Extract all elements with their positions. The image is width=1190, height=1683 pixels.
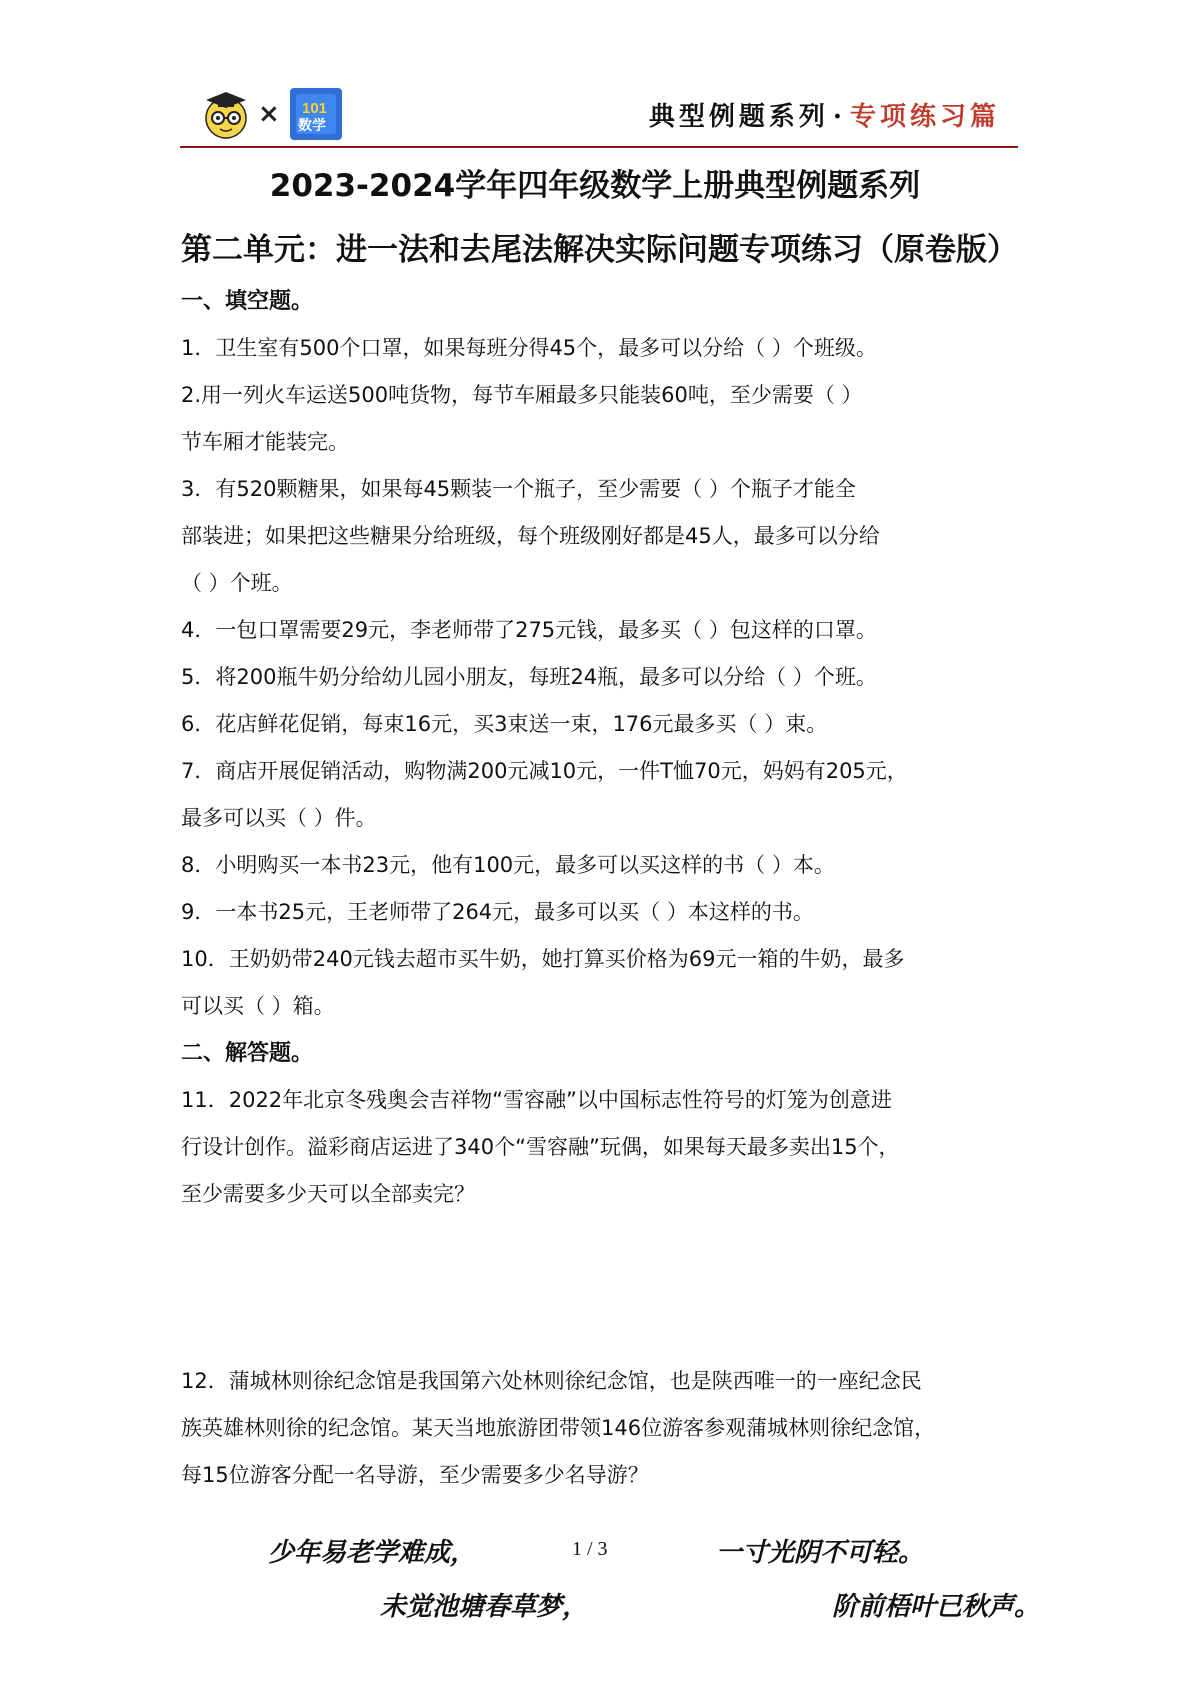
- question-3-line-1: 3．有520颗糖果，如果每45颗装一个瓶子，至少需要（ ）个瓶子才能全: [181, 477, 856, 501]
- question-12-line-3: 每15位游客分配一名导游，至少需要多少名导游？: [181, 1463, 649, 1487]
- question-11-line-3: 至少需要多少天可以全部卖完？: [181, 1182, 475, 1206]
- unit-title: 第二单元：进一法和去尾法解决实际问题专项练习（原卷版）: [181, 232, 1018, 268]
- series-subtitle: 专项练习篇: [849, 102, 1000, 132]
- page-footer: [0, 1520, 1190, 1640]
- question-10-line-1: 10．王奶奶带240元钱去超市买牛奶，她打算买价格为69元一箱的牛奶，最多: [181, 947, 905, 971]
- question-8: 8．小明购买一本书23元，他有100元，最多可以买这样的书（ ）本。: [181, 853, 835, 877]
- question-1: 1．卫生室有500个口罩，如果每班分得45个，最多可以分给（ ）个班级。: [181, 336, 877, 360]
- logo-cross: ×: [258, 99, 280, 129]
- question-5: 5．将200瓶牛奶分给幼儿园小朋友，每班24瓶，最多可以分给（ ）个班。: [181, 665, 877, 689]
- svg-text:101: 101: [301, 100, 327, 117]
- question-2-line-1: 2.用一列火车运送500吨货物，每节车厢最多只能装60吨，至少需要（ ）: [181, 383, 863, 407]
- question-7-line-2: 最多可以买（ ）件。: [181, 806, 377, 830]
- question-12-line-2: 族英雄林则徐的纪念馆。某天当地旅游团带领146位游客参观蒲城林则徐纪念馆，: [181, 1416, 936, 1440]
- answer-space: [181, 1218, 1021, 1358]
- header-divider: [180, 146, 1018, 148]
- series-dot: ·: [832, 102, 846, 132]
- document-title: 2023-2024学年四年级数学上册典型例题系列: [269, 168, 921, 204]
- worksheet-body: [181, 278, 1021, 1499]
- page-number: 1 / 3: [572, 1538, 608, 1560]
- question-9: 9．一本书25元，王老师带了264元，最多可以买（ ）本这样的书。: [181, 900, 814, 924]
- poem-line-1-right: 一寸光阴不可轻。: [716, 1538, 925, 1568]
- question-12-line-1: 12．蒲城林则徐纪念馆是我国第六处林则徐纪念馆，也是陕西唯一的一座纪念民: [181, 1369, 922, 1393]
- mascot-logo-icon: [200, 88, 252, 140]
- section-fill-blank-heading: 一、填空题。: [181, 289, 314, 314]
- page-header: [180, 80, 1018, 148]
- poem-line-1-left: 少年易老学难成，: [268, 1538, 477, 1568]
- svg-text:数学: 数学: [297, 118, 326, 134]
- poem-line-2-left: 未觉池塘春草梦，: [380, 1592, 589, 1622]
- question-3-line-3: （ ）个班。: [181, 571, 293, 595]
- question-7-line-1: 7．商店开展促销活动，购物满200元减10元，一件T恤70元，妈妈有205元，: [181, 759, 908, 783]
- series-label: [649, 96, 1000, 133]
- section-answer-heading: 二、解答题。: [181, 1041, 314, 1066]
- series-title: 典型例题系列: [648, 102, 829, 132]
- header-logos: [200, 86, 344, 142]
- question-3-line-2: 部装进；如果把这些糖果分给班级，每个班级刚好都是45人，最多可以分给: [181, 524, 880, 548]
- question-10-line-2: 可以买（ ）箱。: [181, 994, 335, 1018]
- question-2-line-2: 节车厢才能装完。: [181, 430, 349, 454]
- math101-logo-icon: [288, 86, 344, 142]
- poem-line-2-right: 阶前梧叶已秋声。: [832, 1592, 1041, 1622]
- question-6: 6．花店鲜花促销，每束16元，买3束送一束，176元最多买（ ）束。: [181, 712, 828, 736]
- question-11-line-1: 11．2022年北京冬残奥会吉祥物“雪容融”以中国标志性符号的灯笼为创意进: [181, 1088, 892, 1112]
- question-11-line-2: 行设计创作。溢彩商店运进了340个“雪容融”玩偶，如果每天最多卖出15个，: [181, 1135, 900, 1159]
- question-4: 4．一包口罩需要29元，李老师带了275元钱，最多买（ ）包这样的口罩。: [181, 618, 877, 642]
